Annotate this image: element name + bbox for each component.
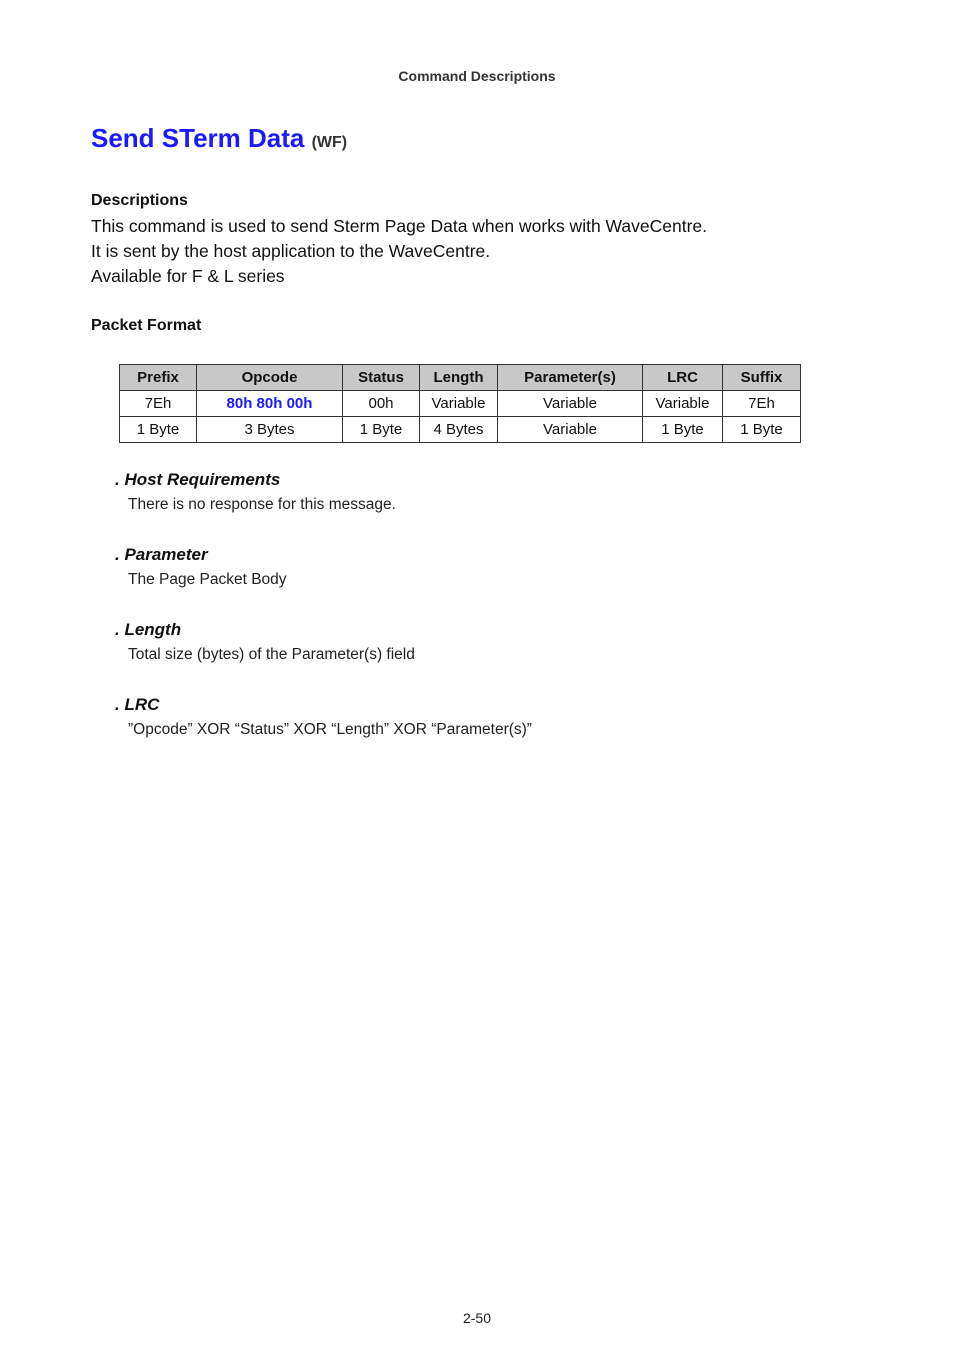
table-row — [120, 417, 801, 443]
table-cell: 7Eh — [120, 391, 197, 417]
page-number: 2-50 — [462, 1310, 492, 1326]
description-line: Available for F & L series — [91, 266, 285, 286]
host-requirements-body: There is no response for this message. — [128, 496, 396, 513]
table-cell: 7Eh — [723, 391, 801, 417]
column-header-status: Status — [343, 365, 420, 391]
parameter-heading: . Parameter — [115, 545, 208, 564]
table-header-row — [120, 365, 801, 391]
table-cell: 1 Byte — [343, 417, 420, 443]
length-heading: . Length — [115, 620, 182, 639]
descriptions-heading: Descriptions — [91, 192, 188, 209]
host-requirements-heading: . Host Requirements — [115, 470, 281, 489]
column-header-suffix: Suffix — [723, 365, 801, 391]
description-line: It is sent by the host application to the WaveCentre. — [91, 241, 491, 261]
parameter-body: The Page Packet Body — [128, 571, 287, 588]
table-cell: 4 Bytes — [420, 417, 498, 443]
column-header-length: Length — [420, 365, 498, 391]
lrc-body: ”Opcode” XOR “Status” XOR “Length” XOR “Parameter(s)” — [128, 721, 532, 738]
running-header: Command Descriptions — [398, 68, 556, 84]
table-row — [120, 391, 801, 417]
description-line: This command is used to send Sterm Page Data when works with WaveCentre. — [91, 216, 708, 236]
page-title-tag: (WF) — [311, 134, 348, 151]
lrc-heading: . LRC — [115, 695, 160, 714]
page-title-text: Send STerm Data — [91, 123, 312, 153]
column-header-prefix: Prefix — [120, 365, 197, 391]
table-cell: 3 Bytes — [197, 417, 343, 443]
table-cell: Variable — [498, 391, 643, 417]
table-cell: 1 Byte — [120, 417, 197, 443]
page-title — [91, 121, 347, 160]
table-cell: 1 Byte — [723, 417, 801, 443]
descriptions-body — [91, 214, 707, 289]
table-cell: Variable — [420, 391, 498, 417]
table-cell: 1 Byte — [643, 417, 723, 443]
table-cell: 00h — [343, 391, 420, 417]
column-header-lrc: LRC — [643, 365, 723, 391]
opcode-value: 80h 80h 00h — [197, 391, 343, 417]
table-cell: Variable — [643, 391, 723, 417]
table-cell: Variable — [498, 417, 643, 443]
column-header-parameters: Parameter(s) — [498, 365, 643, 391]
length-body: Total size (bytes) of the Parameter(s) field — [128, 646, 415, 663]
packet-format-heading: Packet Format — [91, 317, 202, 334]
column-header-opcode: Opcode — [197, 365, 343, 391]
packet-format-table — [119, 364, 801, 443]
